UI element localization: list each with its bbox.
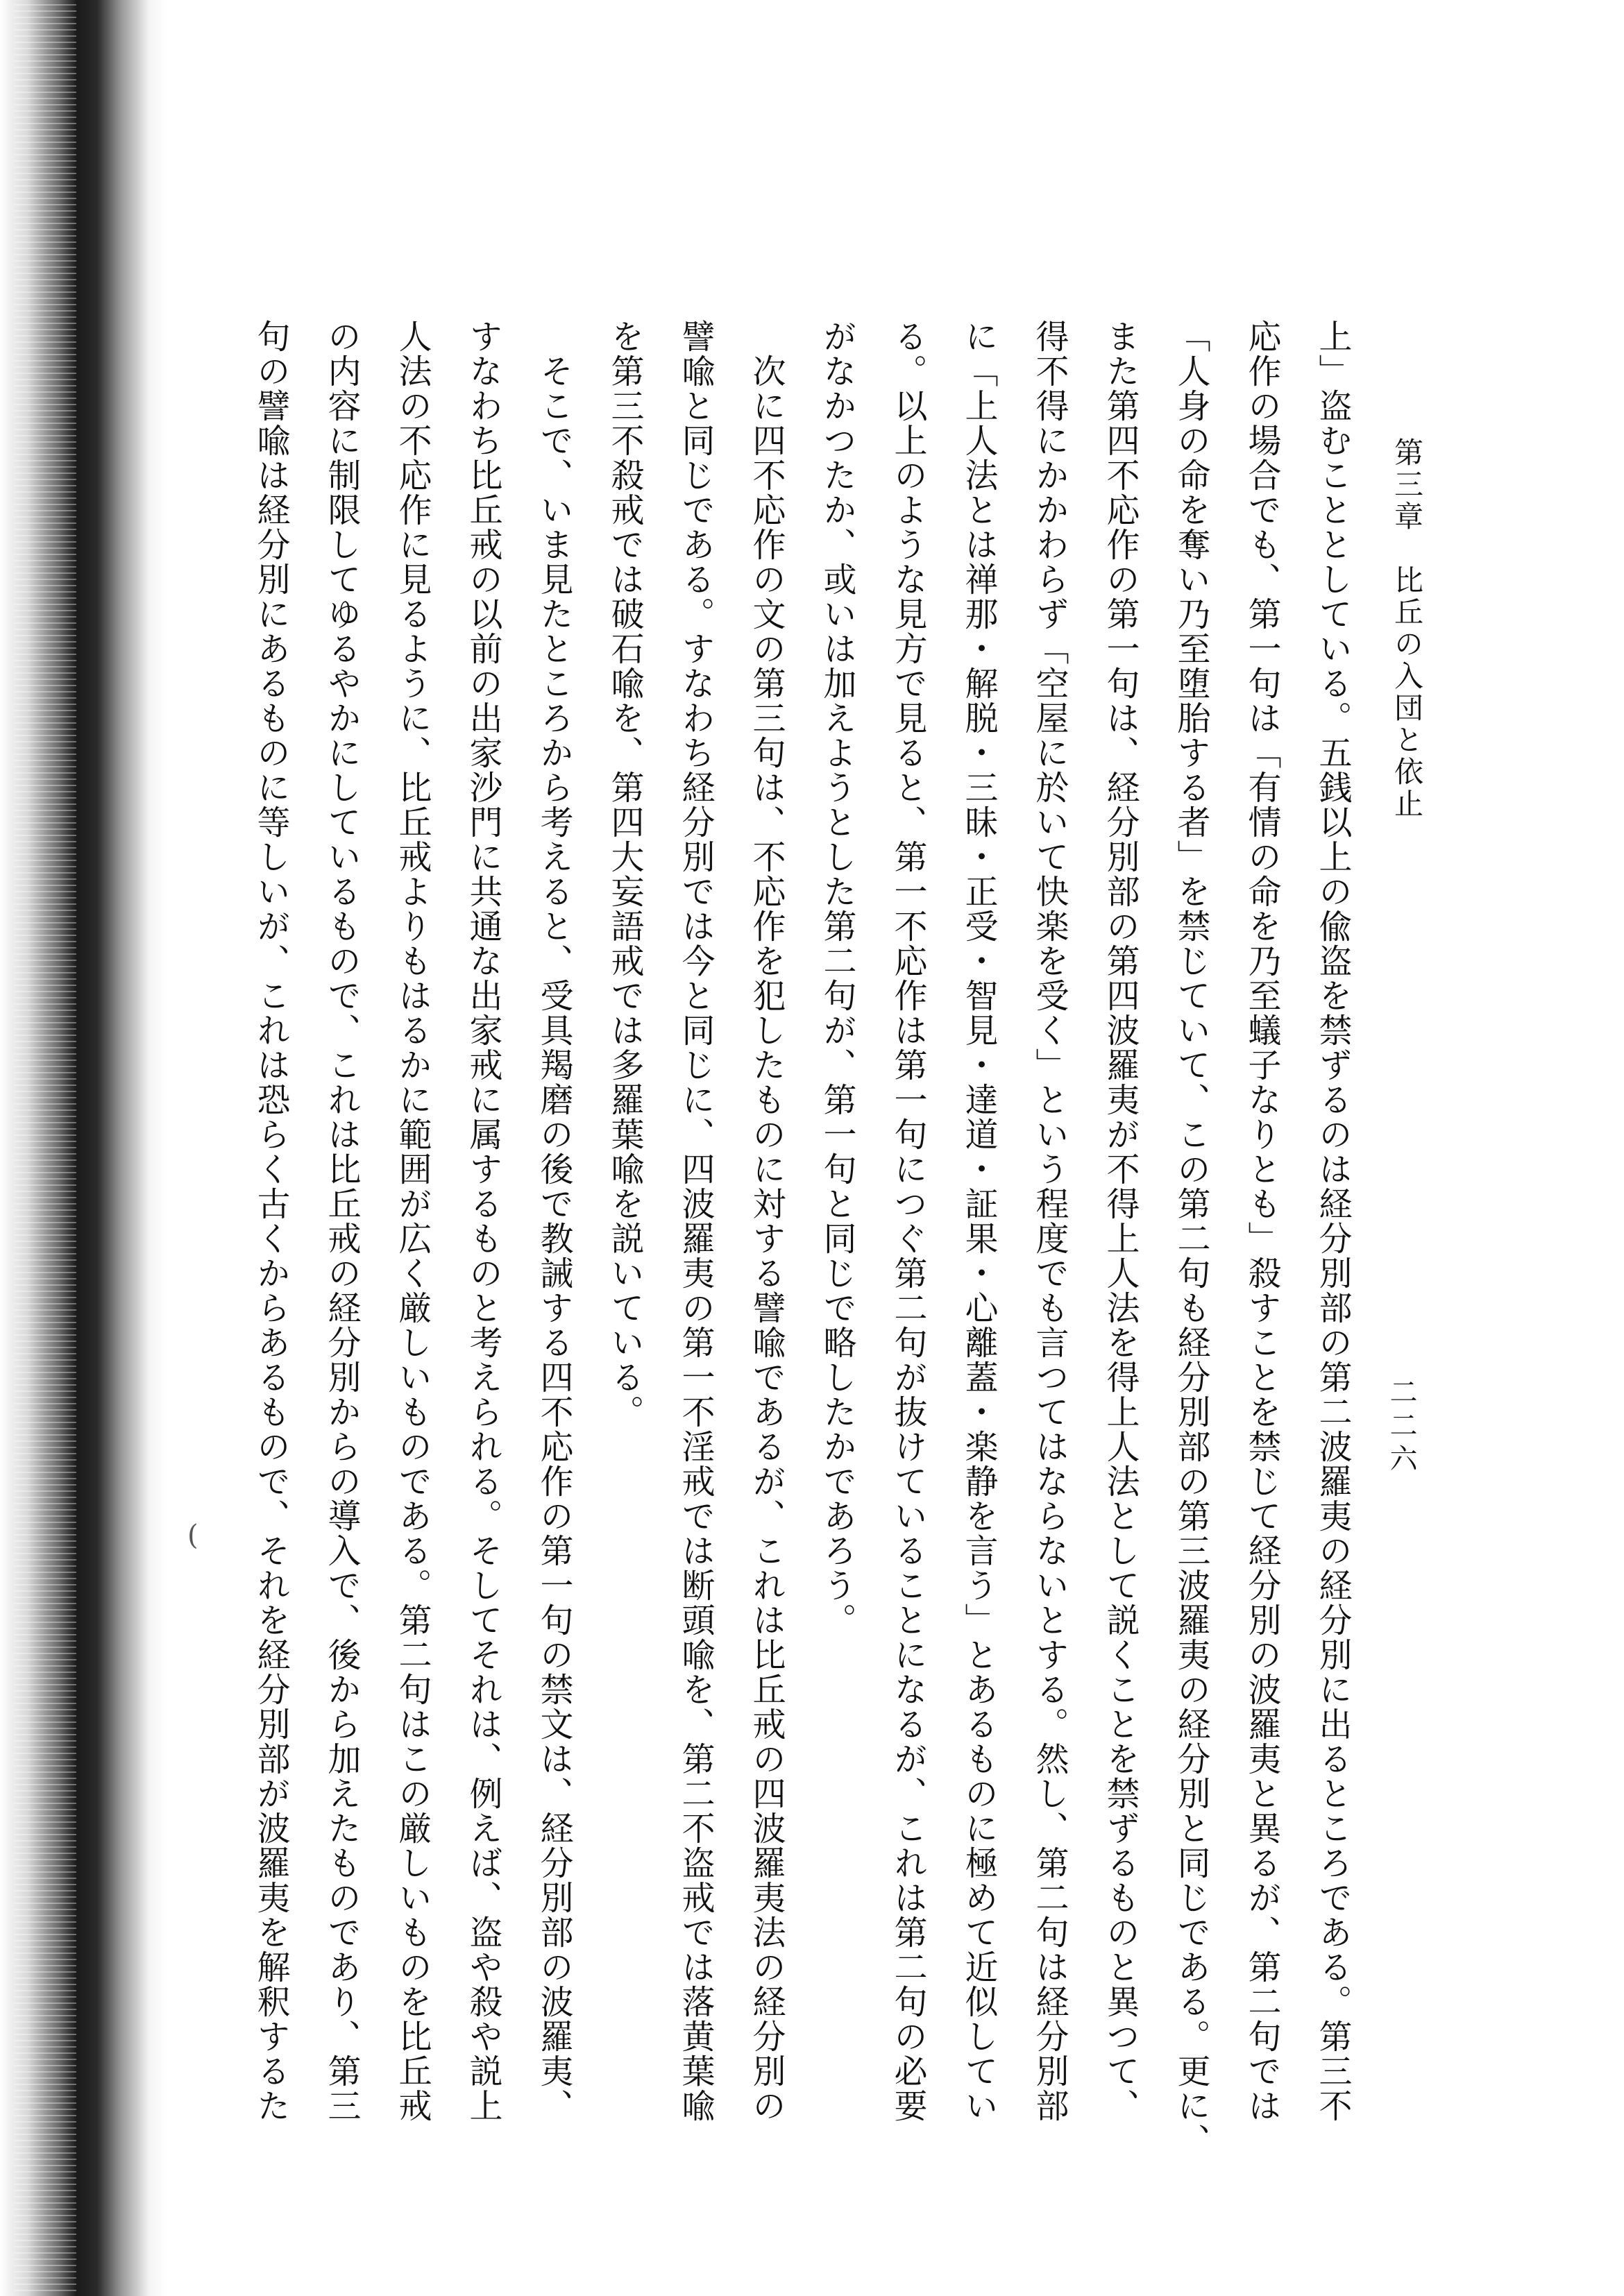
text-line: を第三不殺戒では破石喩を、第四大妄語戒では多羅葉喩を説いている。 [605,319,644,1429]
text-line: に「上人法とは禅那・解脱・三昧・正受・智見・達道・証果・心離蓋・楽静を言う」とあるものに極めて近似してい [959,319,998,2123]
text-line: そこで、いま見たところから考えると、受具羯磨の後で教誡する四不応作の第一句の禁文は、経分別部の波羅夷、 [534,354,573,2123]
text-line: 「人身の命を奪い乃至堕胎する者」を禁じていて、この第二句も経分別部の第三波羅夷の経分別と同じである。更に、 [1172,319,1210,2158]
text-line: 人法の不応作に見るように、比丘戒よりもはるかに範囲が広く厳しいものである。第二句はこの厳しいものを比丘戒 [393,319,432,2123]
chapter-title: 比丘の入団と依止 [1390,565,1424,820]
text-line: る。以上のような見方で見ると、第一不応作は第一句につぐ第二句が抜けていることになるが、これは第二句の必要 [888,319,927,2123]
text-line: 次に四不応作の文の第三句は、不応作を犯したものに対する譬喩であるが、これは比丘戒の四波羅夷法の経分別の [747,354,786,2123]
text-line: また第四不応作の第一句は、経分別部の第四波羅夷が不得上人法を得上人法として説くことを禁ずるものと異つて、 [1101,319,1140,2123]
running-header [1390,437,1423,820]
text-line: 譬喩と同じである。すなわち経分別では今と同じに、四波羅夷の第一不淫戒では断頭喩を、第二不盗戒では落黄葉喩 [676,319,715,2123]
text-line: 上」盗むこととしている。五銭以上の偸盗を禁ずるのは経分別部の第二波羅夷の経分別に出るところである。第三不 [1313,319,1352,2123]
chapter-label: 第三章 [1390,437,1424,533]
text-line: 得不得にかかわらず「空屋に於いて快楽を受く」という程度でも言つてはならないとする。然し、第二句は経分別部 [1030,319,1069,2123]
text-line: の内容に制限してゆるやかにしているもので、これは比丘戒の経分別からの導入で、後から加えたものであり、第三 [322,319,361,2123]
text-line: 句の譬喩は経分別にあるものに等しいが、これは恐らく古くからあるもので、それを経分別部が波羅夷を解釈するた [251,319,290,2123]
scan-mark: ( [187,1520,198,1551]
body-text [235,319,1368,2158]
text-line: 応作の場合でも、第一句は「有情の命を乃至蟻子なりとも」殺すことを禁じて経分別の波羅夷と異るが、第二句では [1242,319,1281,2123]
text-line: がなかつたか、或いは加えようとした第二句が、第一句と同じで略したかであろう。 [818,319,856,1638]
binding-texture [14,0,76,2296]
page-number: 二二六 [1385,1377,1417,1477]
text-line: すなわち比丘戒の以前の出家沙門に共通な出家戒に属するものと考えられる。そしてそれは、例えば、盗や殺や説上 [464,319,502,2123]
